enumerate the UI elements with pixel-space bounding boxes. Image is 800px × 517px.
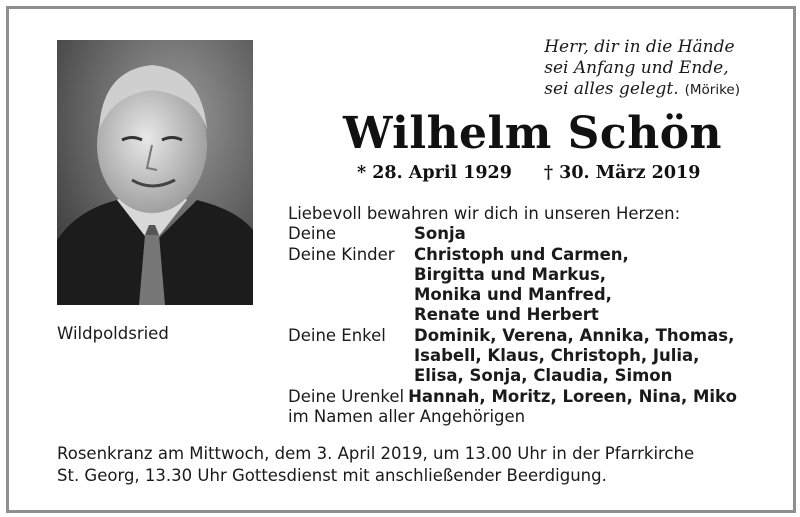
- quote-author: (Mörike): [684, 82, 740, 98]
- mourners-intro: Liebevoll bewahren wir dich in unseren Herzen:: [288, 204, 681, 223]
- mourner-names: Monika und Manfred,: [414, 285, 612, 305]
- quote-line: [544, 79, 740, 101]
- portrait-illustration: [57, 40, 253, 305]
- mourner-names: Renate und Herbert: [414, 305, 599, 325]
- mourner-group-label: Deine Kinder: [288, 244, 395, 264]
- mourner-names: Christoph und Carmen,: [414, 244, 629, 264]
- mourner-group: [288, 387, 737, 407]
- quote-line: Herr, dir in die Hände: [544, 37, 735, 57]
- mourner-group-label: Deine Urenkel: [288, 386, 405, 406]
- mourner-names: Birgitta und Markus,: [414, 264, 607, 284]
- mourner-names: Hannah, Moritz, Loreen, Nina, Miko: [408, 386, 737, 406]
- service-info-line: St. Georg, 13.30 Uhr Gottesdienst mit anschließender Beerdigung.: [57, 466, 607, 485]
- mourner-names: Elisa, Sonja, Claudia, Simon: [414, 366, 673, 386]
- quote-line-text: sei alles gelegt.: [544, 79, 679, 99]
- mourners-list: [288, 204, 737, 427]
- mourner-group-label: Deine Enkel: [288, 325, 386, 345]
- mourner-group: [288, 245, 737, 326]
- portrait-photo: [57, 40, 253, 305]
- mourner-names: Sonja: [414, 224, 466, 244]
- memorial-quote: [544, 37, 740, 101]
- service-info: [57, 443, 777, 487]
- life-dates: [357, 163, 700, 183]
- service-info-line: Rosenkranz am Mittwoch, dem 3. April 2019, um 13.00 Uhr in der Pfarrkirche: [57, 444, 695, 463]
- quote-line: sei Anfang und Ende,: [544, 58, 729, 78]
- mourner-names: Isabell, Klaus, Christoph, Julia,: [414, 346, 700, 366]
- mourner-group: [288, 224, 737, 244]
- deceased-name: Wilhelm Schön: [343, 108, 723, 159]
- mourners-closing: im Namen aller Angehörigen: [288, 406, 526, 426]
- mourner-names: Dominik, Verena, Annika, Thomas,: [414, 325, 735, 345]
- mourner-group: [288, 326, 737, 387]
- birth-date: * 28. April 1929: [357, 163, 512, 183]
- mourner-group-label: Deine: [288, 224, 337, 244]
- death-date: † 30. März 2019: [543, 163, 701, 183]
- hometown: Wildpoldsried: [57, 324, 169, 343]
